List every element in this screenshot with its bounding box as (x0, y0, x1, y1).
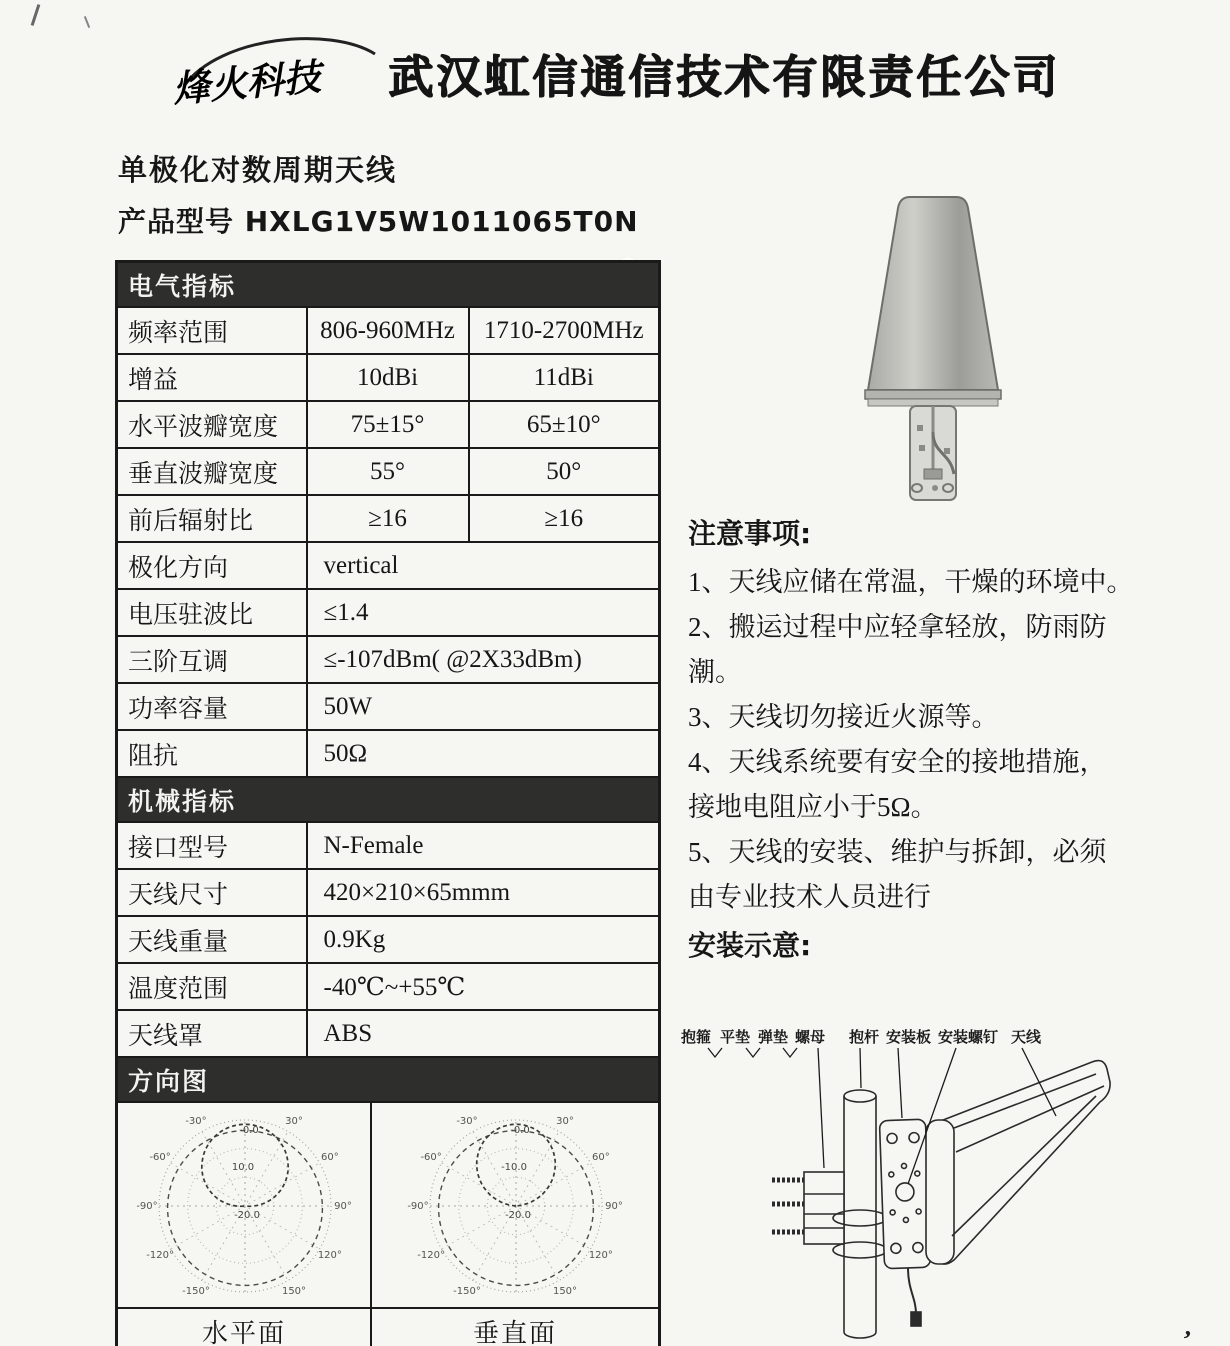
spec-value: N-Female (307, 822, 660, 869)
install-label: 安装螺钉 (938, 1028, 999, 1046)
spec-value: 75±15° (307, 401, 469, 448)
spec-label: 功率容量 (117, 683, 307, 730)
note-line: 5、天线的安装、维护与拆卸，必须 (688, 837, 1107, 867)
spec-value: 55° (307, 448, 469, 495)
spec-row (117, 448, 660, 495)
spec-table-body (117, 262, 660, 1058)
spec-value: vertical (307, 542, 660, 589)
spec-row (117, 542, 660, 589)
spec-label: 温度范围 (117, 963, 307, 1010)
install-label: 安装板 (886, 1028, 932, 1046)
direction-section (117, 1057, 660, 1346)
note-line: 4、天线系统要有安全的接地措施， (688, 747, 1107, 777)
spec-value: -40℃~+55℃ (307, 963, 660, 1010)
svg-text:-0.0: -0.0 (239, 1125, 259, 1136)
note-line: 1、天线应储在常温，干燥的环境中。 (688, 567, 1134, 597)
spec-label: 三阶互调 (117, 636, 307, 683)
spec-value: 65±10° (469, 401, 660, 448)
svg-text:30°: 30° (556, 1116, 574, 1128)
fiberhome-logo (168, 26, 388, 122)
spec-value: 50W (307, 683, 660, 730)
vertical-plot-cell (372, 1103, 658, 1307)
spec-row (117, 401, 660, 448)
scan-artifact (31, 4, 41, 26)
install-label: 平垫 (720, 1028, 751, 1046)
svg-text:-20.0: -20.0 (505, 1210, 531, 1221)
spec-row (117, 916, 660, 963)
pole (844, 1096, 876, 1338)
caption-horizontal: 水平面 (118, 1309, 372, 1346)
svg-text:-10.0: -10.0 (501, 1162, 527, 1173)
note-line: 3、天线切勿接近火源等。 (688, 702, 999, 732)
svg-text:10.0: 10.0 (231, 1162, 255, 1173)
company-name: 武汉虹信通信技术有限责任公司 (388, 50, 1061, 103)
logo-text: 烽火科技 (170, 54, 323, 111)
spec-label: 天线罩 (117, 1010, 307, 1057)
note-line: 2、搬运过程中应轻拿轻放，防雨防 (688, 612, 1107, 642)
direction-plots (117, 1102, 660, 1346)
svg-text:-150°: -150° (182, 1285, 210, 1297)
install-label: 抱杆 (849, 1028, 880, 1046)
spec-value: ≤1.4 (307, 589, 660, 636)
pole-top (844, 1090, 876, 1102)
install-label: 弹垫 (758, 1028, 789, 1046)
product-model: 产品型号 HXLG1V5W1011065T0N (118, 205, 639, 238)
radome-body (868, 197, 998, 390)
spec-row (117, 822, 660, 869)
notes-lines (688, 560, 1158, 920)
svg-text:-20.0: -20.0 (234, 1210, 260, 1221)
spec-label: 电压驻波比 (117, 589, 307, 636)
spec-row (117, 683, 660, 730)
note-line: 潮。 (688, 657, 742, 687)
svg-text:120°: 120° (317, 1250, 342, 1261)
notes-heading: 注意事项: (688, 517, 812, 550)
svg-text:-0.0: -0.0 (510, 1125, 530, 1136)
radome-rim (865, 390, 1001, 399)
spec-label: 垂直波瓣宽度 (117, 448, 307, 495)
svg-text:60°: 60° (592, 1152, 610, 1163)
install-label: 天线 (1011, 1028, 1042, 1046)
install-label: 螺母 (795, 1028, 826, 1046)
installation-diagram (672, 1022, 1230, 1344)
section-header-direction: 方向图 (117, 1057, 660, 1102)
spec-value: 420×210×65mmm (307, 869, 660, 916)
spec-label: 频率范围 (117, 307, 307, 354)
spec-row (117, 636, 660, 683)
radome-rim2 (868, 399, 998, 406)
spec-label: 增益 (117, 354, 307, 401)
spec-value: 1710-2700MHz (469, 307, 660, 354)
notes-section (688, 512, 1158, 964)
svg-text:-150°: -150° (453, 1285, 481, 1297)
spec-row (117, 869, 660, 916)
spec-value: 10dBi (307, 354, 469, 401)
horizontal-plot-cell (118, 1103, 372, 1307)
spec-label: 阻抗 (117, 730, 307, 777)
page-title: 单极化对数周期天线 (118, 153, 398, 187)
spec-row (117, 354, 660, 401)
svg-text:90°: 90° (334, 1201, 352, 1212)
svg-text:-60°: -60° (420, 1152, 442, 1163)
note-line: 接地电阻应小于5Ω。 (688, 792, 938, 822)
horizontal-pattern-chart (119, 1104, 369, 1306)
svg-text:150°: 150° (281, 1285, 307, 1297)
spec-label: 天线尺寸 (117, 869, 307, 916)
section-header: 机械指标 (117, 777, 660, 822)
svg-text:-120°: -120° (417, 1250, 445, 1261)
svg-text:-90°: -90° (136, 1201, 158, 1212)
spec-value: ABS (307, 1010, 660, 1057)
spec-label: 水平波瓣宽度 (117, 401, 307, 448)
spec-table (115, 260, 661, 1346)
u-bolt-band (833, 1242, 887, 1258)
spec-value: ≥16 (469, 495, 660, 542)
svg-text:-90°: -90° (407, 1201, 429, 1212)
svg-text:60°: 60° (321, 1152, 339, 1163)
svg-text:30°: 30° (285, 1116, 303, 1128)
svg-text:-60°: -60° (149, 1152, 171, 1163)
spec-value: 50° (469, 448, 660, 495)
spec-value: 11dBi (469, 354, 660, 401)
install-label: 抱箍 (681, 1028, 712, 1046)
note-line: 由专业技术人员进行 (688, 882, 931, 912)
spec-label: 天线重量 (117, 916, 307, 963)
install-labels (680, 1028, 1042, 1046)
spec-value: 0.9Kg (307, 916, 660, 963)
svg-text:150°: 150° (552, 1285, 578, 1297)
antenna-front-view-image (838, 182, 1148, 512)
spec-value: 50Ω (307, 730, 660, 777)
clamp-block (804, 1172, 844, 1244)
svg-text:-30°: -30° (185, 1116, 207, 1128)
spec-value: ≤-107dBm( @2X33dBm) (307, 636, 660, 683)
spec-label: 接口型号 (117, 822, 307, 869)
caption-vertical: 垂直面 (472, 1318, 557, 1346)
spec-row (117, 589, 660, 636)
svg-text:120°: 120° (588, 1250, 613, 1261)
spec-label: 极化方向 (117, 542, 307, 589)
scan-artifact (84, 16, 90, 28)
spec-value: ≥16 (307, 495, 469, 542)
svg-text:-30°: -30° (456, 1116, 478, 1128)
connector (911, 1312, 921, 1326)
clamp-bolts (772, 1180, 804, 1232)
svg-text:-120°: -120° (146, 1250, 174, 1261)
svg-text:90°: 90° (605, 1201, 623, 1212)
spec-value: 806-960MHz (307, 307, 469, 354)
feed-cable (908, 1268, 916, 1314)
spec-row (117, 730, 660, 777)
spec-row (117, 963, 660, 1010)
scan-artifact: , (1183, 1311, 1196, 1342)
antenna-wedge (926, 1061, 1110, 1264)
section-header: 电气指标 (117, 262, 660, 308)
spec-label: 前后辐射比 (117, 495, 307, 542)
vertical-pattern-chart (390, 1104, 640, 1306)
spec-row (117, 1010, 660, 1057)
spec-row (117, 307, 660, 354)
spec-row (117, 495, 660, 542)
install-heading: 安装示意: (688, 929, 812, 962)
